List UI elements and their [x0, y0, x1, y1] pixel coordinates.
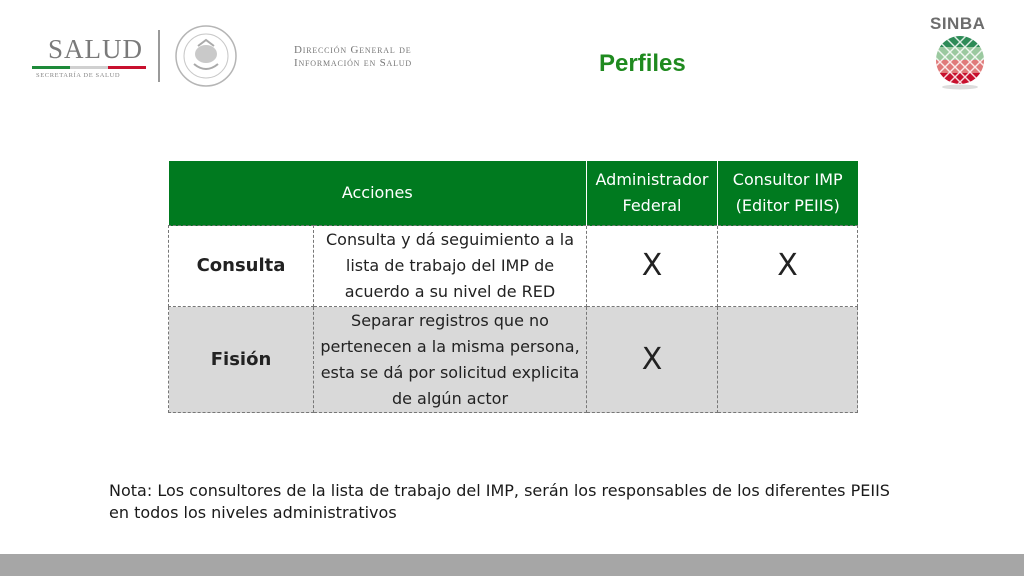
row-description: Separar registros que no pertenecen a la misma persona, esta se dá por solicitud explicita de algún actor — [314, 307, 587, 413]
mark-administrador: X — [587, 226, 718, 307]
header-consultor-imp — [718, 161, 858, 226]
mark-consultor — [718, 307, 858, 413]
row-description: Consulta y dá seguimiento a la lista de trabajo del IMP de acuerdo a su nivel de RED — [314, 226, 587, 307]
mark-administrador: X — [587, 307, 718, 413]
sinba-globe-icon — [932, 34, 988, 90]
header-administrador-federal — [587, 161, 718, 226]
header-admin-line-1: Administrador — [595, 170, 709, 189]
table-header-row — [169, 161, 858, 226]
footer-bar — [0, 554, 1024, 576]
salud-logo-subtitle: SECRETARÍA DE SALUD — [36, 72, 121, 79]
table-row-fision — [169, 307, 858, 413]
header-admin-line-2: Federal — [622, 196, 682, 215]
footnote: Nota: Los consultores de la lista de trabajo del IMP, serán los responsables de los diferentes PEIIS en todos los niveles administrativos — [109, 481, 890, 522]
salud-logo-stripe — [32, 66, 146, 69]
row-label: Consulta — [169, 226, 314, 307]
header-consultor-line-2: (Editor PEIIS) — [735, 196, 840, 215]
page-title: Perfiles — [599, 50, 686, 77]
logo-divider — [158, 30, 160, 82]
header-acciones: Acciones — [169, 161, 587, 226]
dgis-label — [294, 44, 412, 70]
sinba-logo-word: SINBA — [930, 14, 986, 33]
table-row-consulta — [169, 226, 858, 307]
salud-logo-word: SALUD — [48, 34, 144, 64]
row-label: Fisión — [169, 307, 314, 413]
header-consultor-line-1: Consultor IMP — [732, 170, 843, 189]
mark-consultor: X — [718, 226, 858, 307]
dgis-line-1: Dirección General de — [294, 44, 412, 56]
salud-logo — [30, 34, 148, 82]
national-seal-icon — [174, 24, 238, 88]
dgis-line-2: Información en Salud — [294, 57, 412, 69]
profiles-table — [168, 161, 858, 413]
